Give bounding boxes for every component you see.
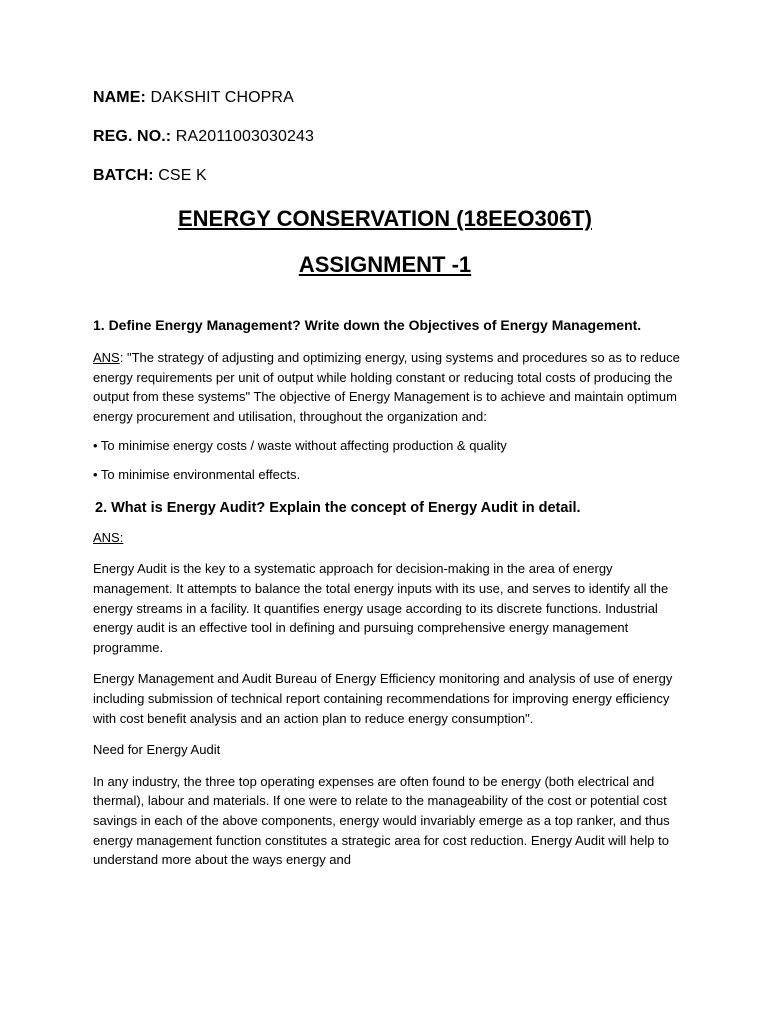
batch-label: BATCH: — [93, 167, 154, 184]
batch-line — [93, 166, 698, 186]
answer-2-paragraph-2: Energy Management and Audit Bureau of Energy Efficiency monitoring and analysis of use of energy including submission of technical report containing recommendations for improving energy efficiency with cost benefit analysis and an action plan to reduce energy consumption". — [93, 671, 673, 726]
name-label: NAME: — [93, 89, 146, 106]
question-1: 1. Define Energy Management? Write down the Objectives of Energy Management. — [93, 317, 642, 333]
batch-value: CSE K — [158, 167, 207, 184]
objective-bullet-2: • To minimise environmental effects. — [93, 467, 301, 483]
reg-label: REG. NO.: — [93, 128, 172, 145]
assignment-title: ASSIGNMENT -1 — [298, 252, 472, 277]
question-2: 2. What is Energy Audit? Explain the concept of Energy Audit in detail. — [95, 500, 581, 517]
answer-2-label: ANS: — [93, 530, 124, 546]
answer-1-label: ANS — [93, 350, 120, 365]
answer-2-subheading: Need for Energy Audit — [93, 742, 221, 758]
reg-value: RA2011003030243 — [175, 128, 315, 145]
name-line — [93, 88, 698, 108]
name-value: DAKSHIT CHOPRA — [150, 89, 294, 106]
answer-2-paragraph-1: Energy Audit is the key to a systematic approach for decision-making in the area of energy management. It attempts to balance the total energy inputs with its use, and serves to identify all the energy streams in a facility. It quantifies energy usage according to its discrete functions. Industrial energy audit is an effective tool in defining and pursuing comprehensive energy management programme. — [93, 561, 669, 655]
answer-2-paragraph-3: In any industry, the three top operating expenses are often found to be energy (both electrical and thermal), labour and materials. If one were to relate to the manageability of the cost or potential cost savings in each of the above components, energy would invariably emerge as a top ranker, and thus energy management function constitutes a strategic area for cost reduction. Energy Audit will help to understand more about the ways energy and — [93, 773, 670, 868]
answer-1-paragraph — [93, 348, 683, 426]
course-title: ENERGY CONSERVATION (18EEO306T) — [177, 206, 593, 231]
answer-1-text: : "The strategy of adjusting and optimizing energy, using systems and procedures so as to reduce energy requirements per unit of output while holding constant or reducing total costs of producing the output from these systems" The objective of Energy Management is to achieve and maintain optimum energy procurement and utilisation, throughout the organization and: — [93, 350, 680, 424]
reg-line — [93, 127, 698, 147]
objective-bullet-1: • To minimise energy costs / waste without affecting production & quality — [93, 438, 507, 454]
